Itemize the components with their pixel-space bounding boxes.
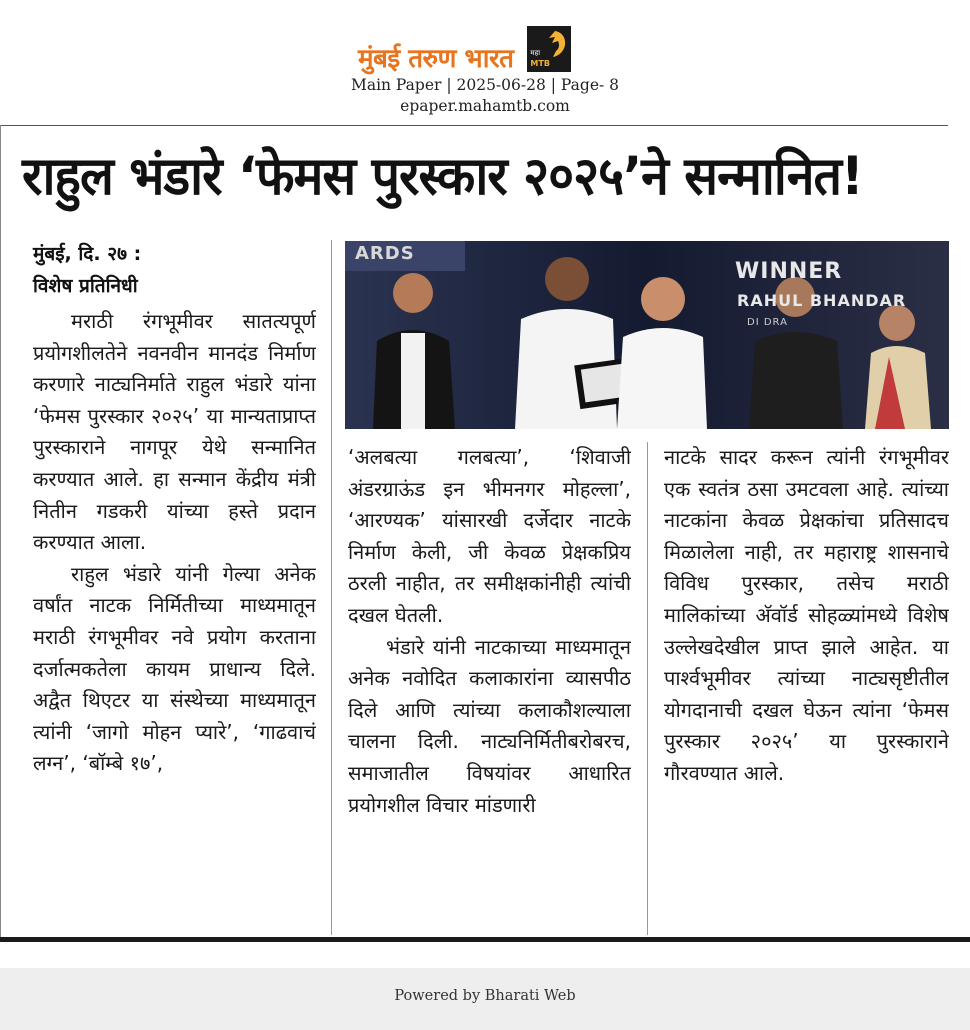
edition-info: Main Paper | 2025-06-28 | Page- 8	[350, 76, 620, 94]
photo-name-text: RAHUL BHANDAR	[737, 291, 907, 310]
bottom-divider	[0, 937, 970, 942]
paragraph: भंडारे यांनी नाटकाच्या माध्यमातून अनेक नवोदित कलाकारांना व्यासपीठ दिले आणि त्यांच्या कलाकौशल्याला चालना दिली. नाट्यनिर्मितीबरोबरच, समाजातील विषयांवर आधारित प्रयोगशील विचार मांडणारी	[348, 634, 631, 817]
newspaper-title: मुंबई तरुण भारत	[358, 44, 514, 74]
photo-winner-text: WINNER	[735, 259, 843, 284]
award-ceremony-image	[345, 241, 949, 429]
article-column-2	[348, 442, 631, 934]
mtb-logo-icon	[527, 26, 571, 72]
left-divider	[0, 125, 1, 940]
epaper-site[interactable]: epaper.mahamtb.com	[400, 97, 570, 115]
column-divider	[331, 240, 332, 935]
masthead-logo-group	[358, 18, 571, 72]
byline: विशेष प्रतिनिधी	[33, 275, 138, 297]
logo-text: MTB	[530, 59, 550, 68]
photo-banner-text: ARDS	[355, 243, 415, 264]
paragraph: मराठी रंगभूमीवर सातत्यपूर्ण प्रयोगशीलतेने नवनवीन मानदंड निर्माण करणारे नाट्यनिर्माते राहुल भंडारे यांना ‘फेमस पुरस्कार २०२५’ या मान्यताप्राप्त पुरस्काराने नागपूर येथे सन्मानित करण्यात आले. हा सन्मान केंद्रीय मंत्री नितीन गडकरी यांच्या हस्ते प्रदान करण्यात आला.	[33, 309, 316, 555]
logo-prefix: महा	[530, 49, 541, 57]
dateline: मुंबई, दि. २७ :	[33, 243, 142, 265]
paragraph: नाटके सादर करून त्यांनी रंगभूमीवर एक स्वतंत्र ठसा उमटवला आहे. त्यांच्या नाटकांना केवळ प्रेक्षकांचा प्रतिसादच मिळालेला नाही, तर महाराष्ट्र शासनाचे विविध पुरस्कार, तसेच मराठी मालिकांच्या अ‍ॅवॉर्ड सोहळ्यांमध्ये विशेष उल्लेखदेखील प्राप्त झाले आहेत. या पार्श्वभूमीवर त्यांच्या नाट्यसृष्टीतील योगदानाची दखल घेऊन त्यांना ‘फेमस पुरस्कार २०२५’ या पुरस्काराने गौरवण्यात आले.	[664, 445, 949, 785]
footer-credit[interactable]: Powered by Bharati Web	[394, 988, 576, 1004]
photo-sub-text: DI DRA	[747, 317, 788, 328]
article-photo	[345, 241, 949, 429]
paragraph: राहुल भंडारे यांनी गेल्या अनेक वर्षांत नाटक निर्मितीच्या माध्यमातून मराठी रंगभूमीवर नवे प्रयोग करताना दर्जात्मकतेला कायम प्राधान्य दिले. अद्वैत थिएटर या संस्थेच्या माध्यमातून त्यांनी ‘जागो मोहन प्यारे’, ‘गाढवाचं लग्न’, ‘बॉम्बे १७’,	[33, 561, 316, 776]
masthead	[0, 14, 970, 72]
article-column-1	[33, 306, 316, 934]
article-headline: राहुल भंडारे ‘फेमस पुरस्कार २०२५’ने सन्मानित!	[22, 145, 863, 207]
paragraph: ‘अलबत्या गलबत्या’, ‘शिवाजी अंडरग्राऊंड इन भीमनगर मोहल्ला’, ‘आरण्यक’ यांसारखी दर्जेदार नाटके निर्माण केली, जी केवळ प्रेक्षकप्रिय ठरली नाहीत, तर समीक्षकांनीही त्यांची दखल घेतली.	[348, 445, 631, 627]
article-column-3	[664, 442, 949, 934]
bird-icon	[542, 29, 568, 59]
column-divider	[647, 442, 648, 935]
top-divider	[0, 125, 948, 126]
